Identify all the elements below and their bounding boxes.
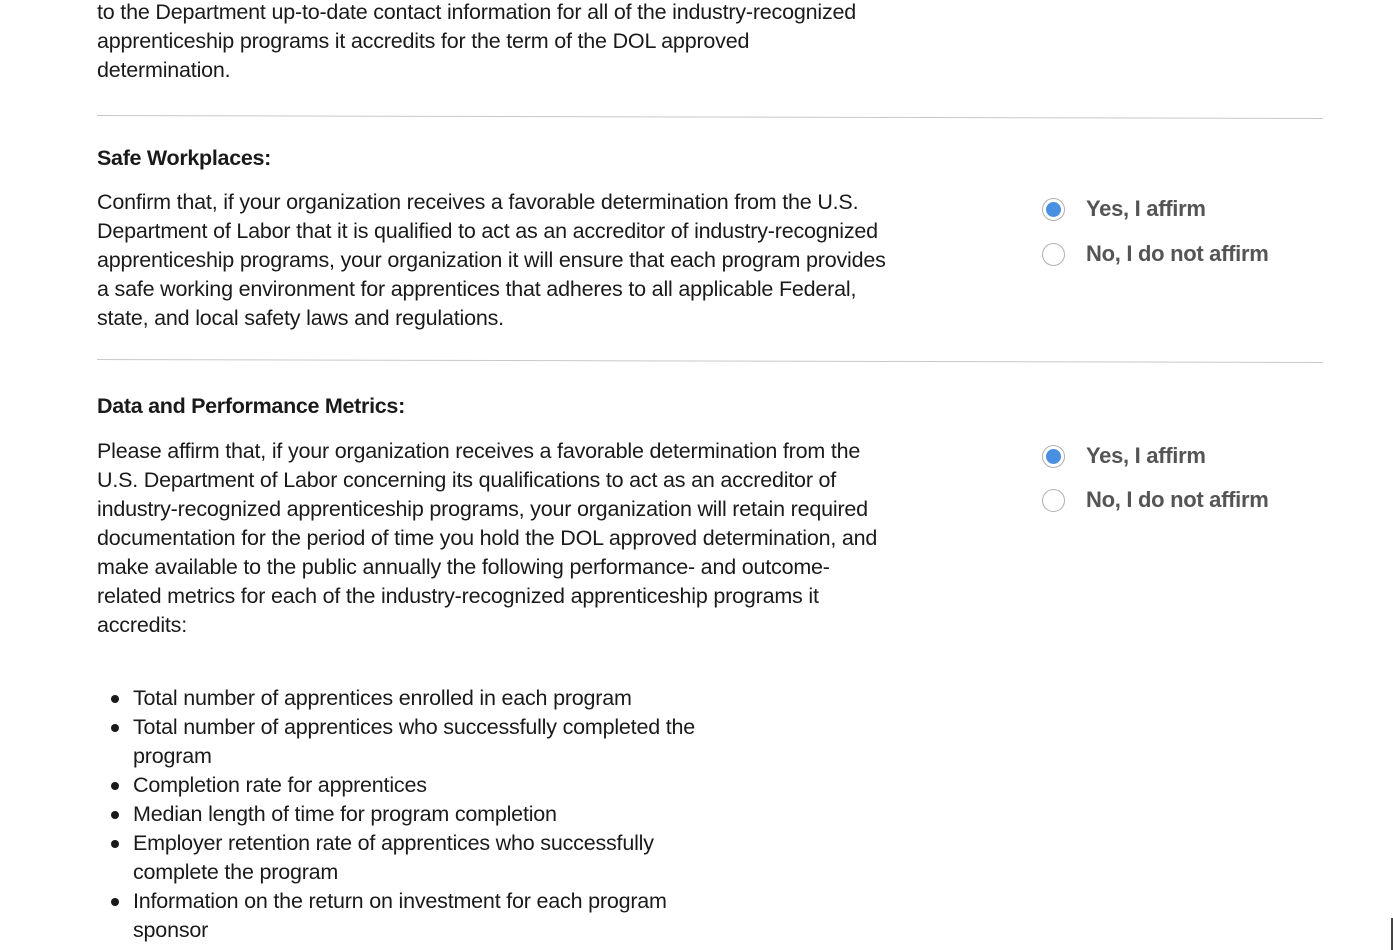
divider [97,359,1323,363]
radio-label: No, I do not affirm [1086,241,1269,266]
safe-workplaces-paragraph [97,188,886,333]
text-line: U.S. Department of Labor concerning its qualifications to act as an accreditor of [97,468,837,492]
radio-checked-icon [1042,198,1065,221]
list-item: Total number of apprentices enrolled in each program [133,684,695,713]
intro-paragraph [97,0,856,85]
text-line: related metrics for each of the industry-recognized apprenticeship programs it [97,584,819,608]
text-line: a safe working environment for apprentices that adheres to all applicable Federal, [97,277,857,301]
text-line: Confirm that, if your organization receives a favorable determination from the U.S. [97,190,859,214]
radio-unchecked-icon [1042,243,1065,266]
list-item: Total number of apprentices who successfully completed the program [133,713,695,771]
text-line: Department of Labor that it is qualified to act as an accreditor of industry-recognized [97,219,878,243]
text-line: apprenticeship programs it accredits for the term of the DOL approved [97,29,750,53]
data-no-radio[interactable] [1042,487,1269,513]
data-metrics-heading: Data and Performance Metrics: [97,394,405,418]
list-item: Employer retention rate of apprentices who successfully complete the program [133,829,695,887]
text-line: apprenticeship programs, your organization it will ensure that each program provides [97,248,886,272]
text-line: determination. [97,58,231,82]
text-line: accredits: [97,613,188,637]
list-item: Information on the return on investment for each program sponsor [133,887,695,945]
divider [97,115,1323,119]
list-item: Completion rate for apprentices [133,771,695,800]
text-line: make available to the public annually the following performance- and outcome- [97,555,830,579]
radio-checked-icon [1042,445,1065,468]
text-line: state, and local safety laws and regulations. [97,306,504,330]
radio-label: Yes, I affirm [1086,443,1206,468]
data-metrics-paragraph [97,437,877,640]
safe-yes-radio[interactable] [1042,196,1206,222]
data-yes-radio[interactable] [1042,443,1206,469]
safe-no-radio[interactable] [1042,241,1269,267]
safe-workplaces-heading: Safe Workplaces: [97,146,272,170]
radio-label: No, I do not affirm [1086,487,1269,512]
metrics-list [97,684,695,945]
text-line: to the Department up-to-date contact information for all of the industry-recognized [97,0,857,24]
text-line: industry-recognized apprenticeship programs, your organization will retain required [97,497,868,521]
list-item: Median length of time for program completion [133,800,695,829]
radio-unchecked-icon [1042,489,1065,512]
radio-label: Yes, I affirm [1086,196,1206,221]
text-line: documentation for the period of time you hold the DOL approved determination, and [97,526,878,550]
text-line: Please affirm that, if your organization receives a favorable determination from the [97,439,861,463]
